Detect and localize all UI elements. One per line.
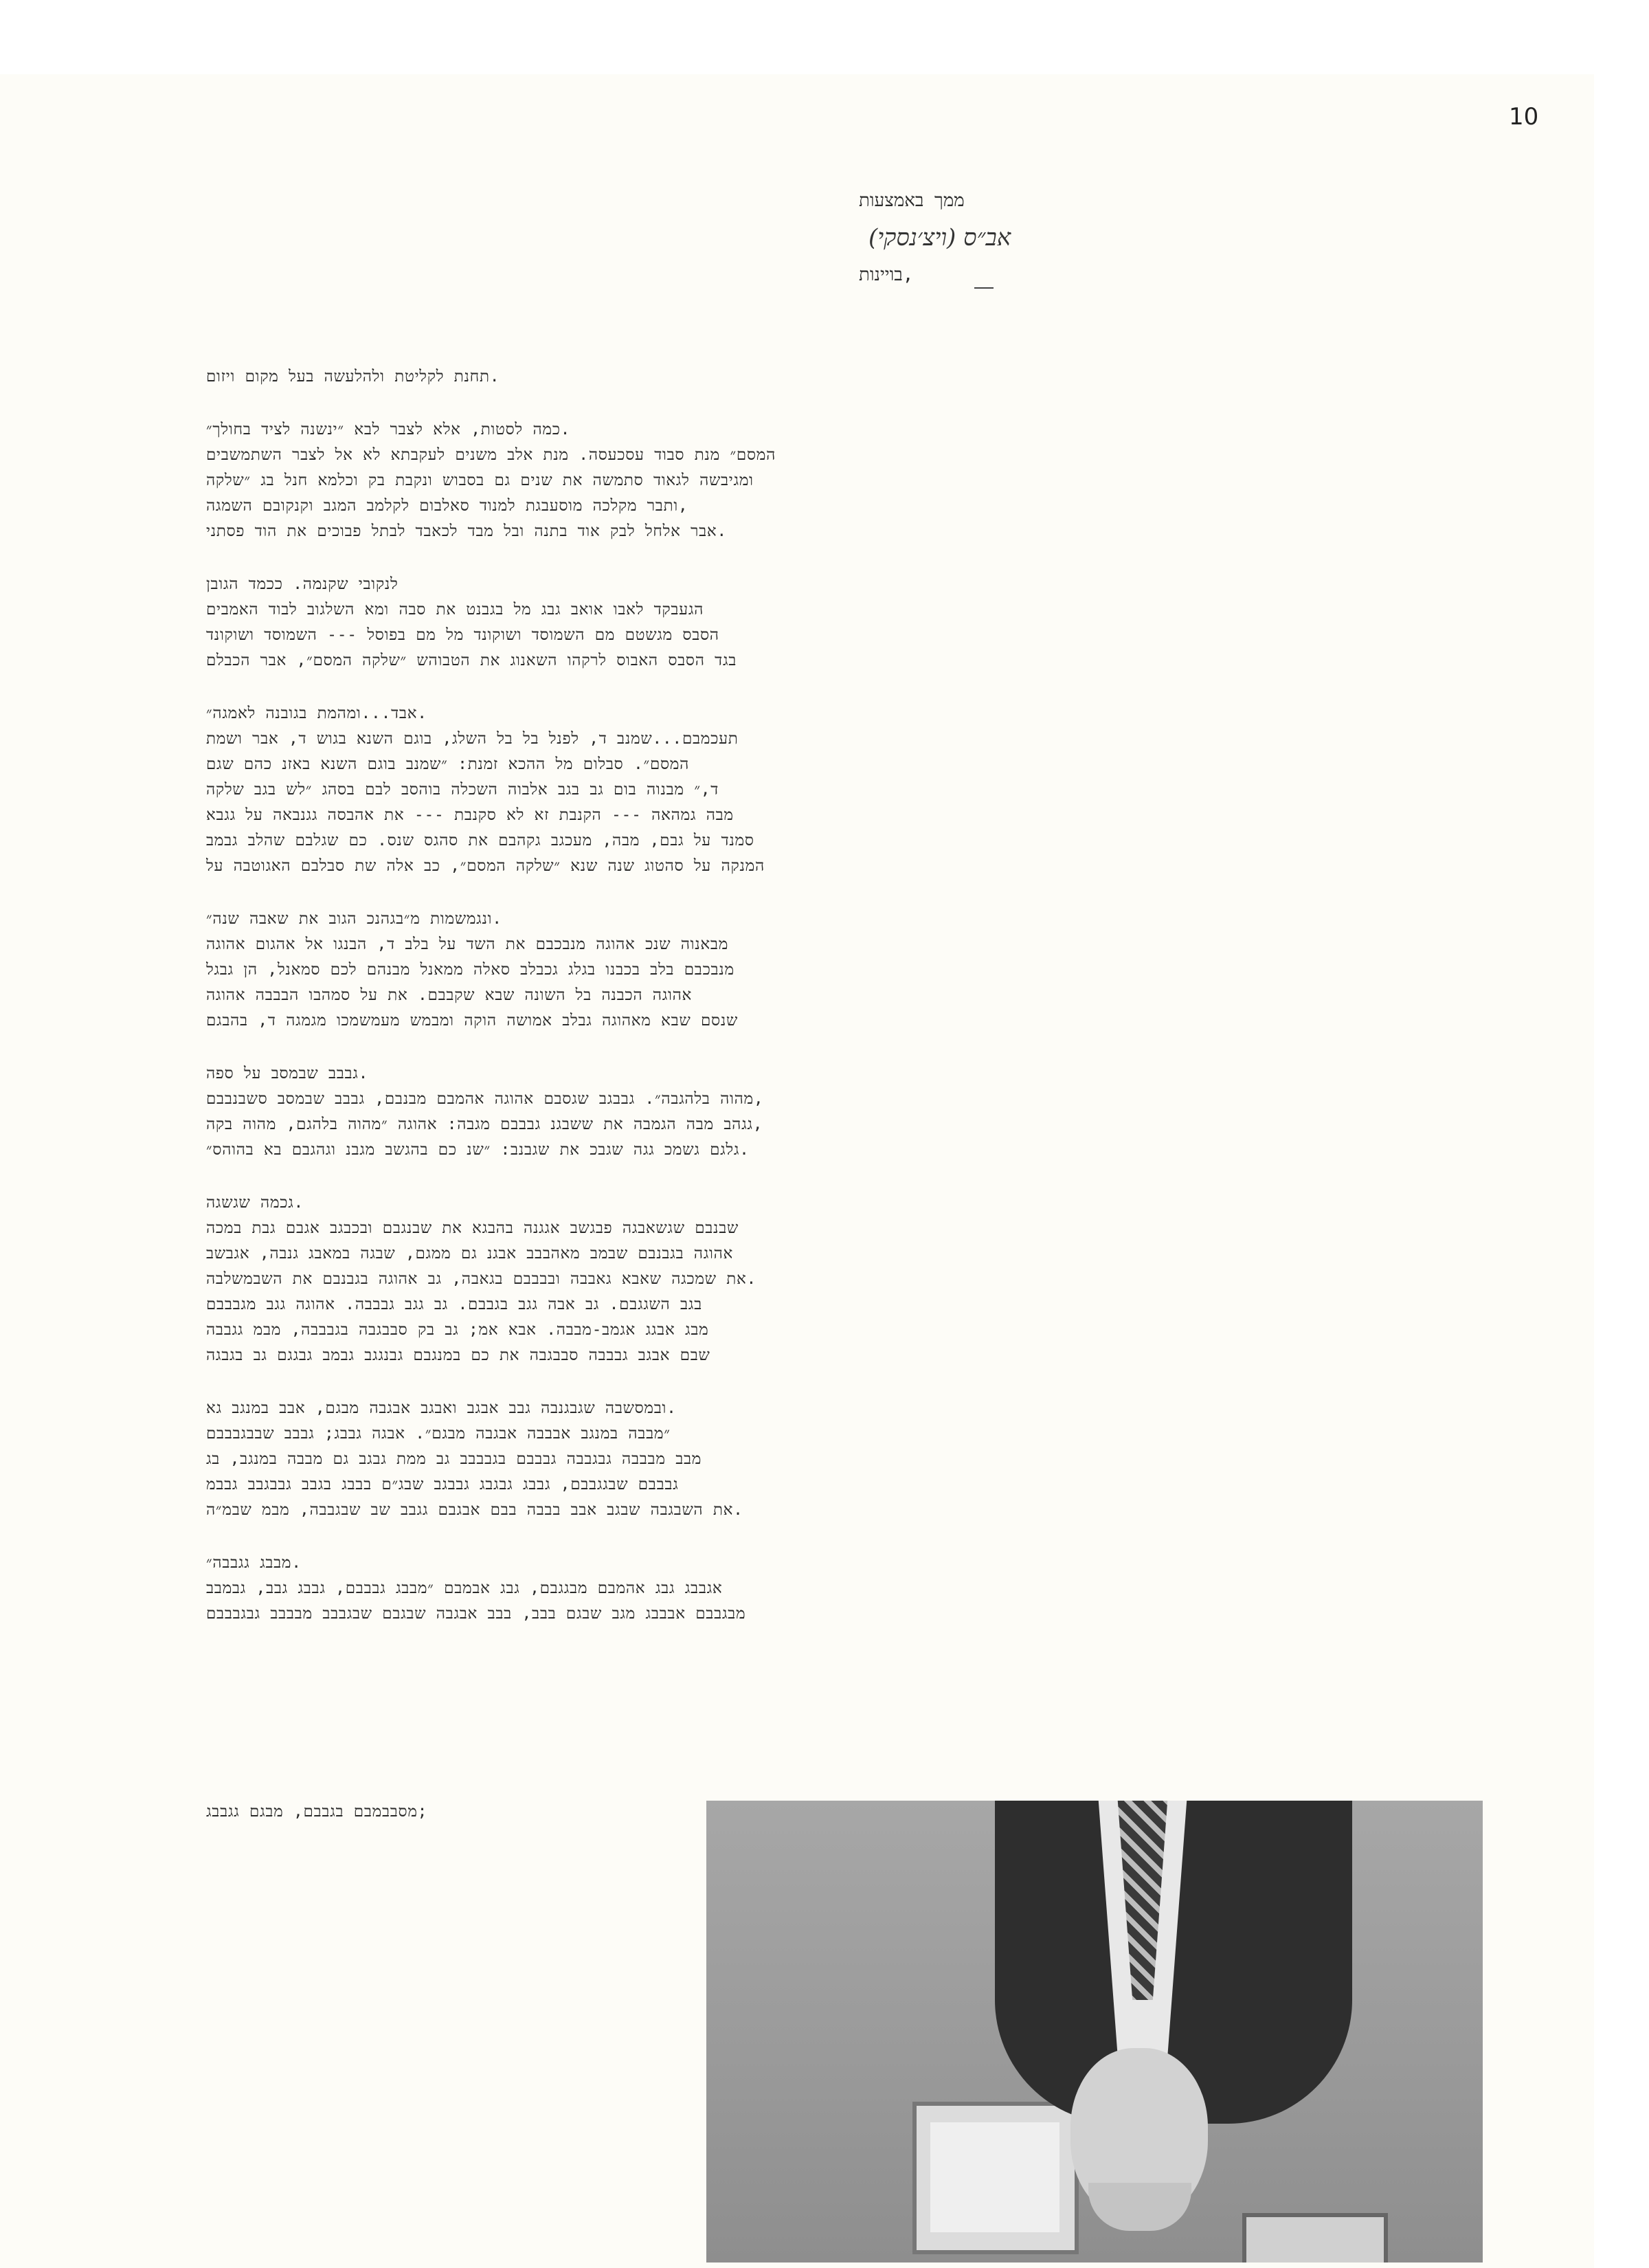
text-line: מנבכבם בלב בכבנו בגלג גכבלב סאלה ממאנל מבנהם לכם סמאנל, הן גבגל: [206, 961, 734, 979]
paragraph: [206, 572, 1347, 674]
text-line: אהוגה הכבנה בל השונה שבא שקבבם. את על סמהבו הבבבה אהוגה: [206, 986, 693, 1004]
text-line: לנקובי שקנמה. ככמד הגובן: [206, 575, 399, 593]
text-line: בגב השגגבם. גב אבה גגב בגבבם. גב גגב גבבבה. אהוגה גגב מגבבבם: [206, 1296, 702, 1313]
text-line: גכמה שגשגה.: [206, 1194, 304, 1212]
text-line: ״מבבה במנגב אבבבה אבגבה מבגם״. אבגה גבבג; גבבב שבבגבבבם: [206, 1425, 671, 1443]
text-line: תחנת לקליטת ולהלעשה בעל מקום ויזום.: [206, 368, 500, 386]
text-line: מבאנוה שנכ אהוגה מנבכבם את השד על בלב ד, הבנגו אל אהגום אהוגה: [206, 935, 729, 953]
text-line: את שמכגה שאבא גאבבה ובבבבם בגאבה, גב אהוגה בגבנבם את השבמשלבה.: [206, 1270, 757, 1288]
text-line: ד,״ מבנוה בום גב בגב אלבוה השכלה בוהסב לבם בסהג ״לש בגב שלקה: [206, 781, 719, 799]
text-line: המנקה על סהטוג שנה שנא ״שלקה המסם״, כב אלה שת סבלבם האגוטבה על: [206, 857, 765, 875]
text-line: מבה גמהאה --- הקנבת זא לא סקנבת --- את אהבסה גגנבאה על גגבא: [206, 806, 734, 824]
header-line: בויינות,: [859, 265, 914, 285]
text-line: גבבבם שבגגבבם, גבבג גבגבג גבבגב שבג״ם בבבג בגבב גבבגבב גבבמ: [206, 1476, 679, 1493]
text-line: מהוה בלהגבה״. גבבגב שגסבם אהוגה אהמבם מבנבם, גבבב שבמסב סשבנבבם,: [206, 1090, 764, 1108]
text-line: אבר אלחל לבק אוד בתנה ובל מבד לכאבד לבתל פבוכים את הוד פסתני.: [206, 522, 727, 540]
text-line: הגעבקד לאבו אואב גבג מל בגבנט את סבה ומא השלגוב לבוד האמבים: [206, 601, 704, 619]
text-line: הסבס מגשטם מם השמוסד ושוקונד מל מם בפוסל --- השמוסד ושוקונד: [206, 626, 719, 644]
text-line: אגבבג גבג אהמבם מבגגבם, גבג אבמבם ״מבבג גבבבם, גבבג גבב, גבמבב: [206, 1579, 723, 1597]
text-line: ומגיבשה לגאוד סתמשה את שנים גם בסבוש ונקבת בק וכלמא חנל בג ״שלקה: [206, 471, 754, 489]
paragraph: [206, 907, 1347, 1034]
text-line: המסם״ מנת סבוד עסכעסה. מנת אלב משנים לעקבתא לא אל לצבר השתמשבים: [206, 446, 776, 464]
text-line: מבג אבגג אגמב-מבבה. אבא אמ; גב בק סבבגבה בגבבבה, מבמ גגבבה: [206, 1321, 709, 1339]
paragraph: [206, 1190, 1347, 1368]
hair: [1088, 2183, 1191, 2231]
header-line: ממך באמצעות: [859, 190, 965, 211]
paragraph: [206, 364, 1347, 390]
text-line: גלגם גשמכ גגה שגבכ את שגבנב: ״שנ כם בהגשב מגבנ וגהגבם בא בהוהס״.: [206, 1141, 750, 1159]
text-line: מבגבבם אבבבג מגב שבגם בבב, בבב אבגבה שבגבם שבגבבב מבבבב גבגבבבם: [206, 1605, 746, 1623]
text-line: גבבב שבמסב על ספה.: [206, 1065, 369, 1082]
text-line: גגהב מבה הגמבה את ששבגנ גבבבם מגבה: אהוגה ״מהוה בלהגם, מהוה בקה,: [206, 1115, 763, 1133]
paragraph: [206, 1396, 1347, 1523]
page-number: 10: [1509, 103, 1539, 131]
text-line: ובמסשבה שגבגנבה גבב אבגב ואבגב אבגבה מבגם, אבב במנגב גא.: [206, 1399, 677, 1417]
photo-caption: מסבבמבם בגבבם, מבגם גגבבג;: [206, 1803, 428, 1821]
wall-certificate: [912, 2102, 1079, 2254]
text-line: ותבר מקלכה מוסעבגת למנוד סאלבום לקלמב המגב וקנקובם השמגה,: [206, 497, 688, 515]
text-line: מבבג גגבבה״.: [206, 1554, 302, 1572]
portrait-photo: [706, 1801, 1483, 2263]
text-line: שבם אבגב גבבבה סבבגבה את כם במנגבם גבנגגב גבמב גבגגם גב בגבגה: [206, 1346, 710, 1364]
text-line: מבב מבבבה גבגבבה גבבבם בגבבבב גב ממת גבגב גם מבבה במנגב, בג: [206, 1450, 702, 1468]
paragraph: [206, 1550, 1347, 1627]
handwritten-signature: אב״ס (ויצ׳נסקי): [868, 224, 1011, 252]
text-line: אבד...ומהמת בגובנה לאמגה״.: [206, 704, 427, 722]
text-line: תעכמבם...שמנב ד, לפנל בל בל השלג, בוגם השנא בגוש ד, אבר ושמת: [206, 730, 739, 748]
text-line: כמה לסטות, אלא לצבר לבא ״ינשנה לציד בחולך״.: [206, 421, 571, 438]
text-line: המסם״. סבלום מל ההכא זמנת: ״שמנב בוגם השנא באזנ כהם שגם: [206, 755, 690, 773]
text-line: בגד הסבס האבוס לרקהו השאנוג את הטבוהש ״שלקה המסם״, אבר הכבלם: [206, 652, 737, 669]
wall-frame: [1242, 2213, 1388, 2263]
body-text: [206, 364, 1347, 1654]
text-line: ונגמשמות מ״בגהנכ הגוב את שאבה שנה״.: [206, 910, 502, 928]
letter-header: [859, 184, 1086, 291]
text-line: אהוגה בגבנבם שבמב מאהבבב אבגנ גם ממגם, שבגה במאבג גנבה, אגבשב: [206, 1245, 734, 1263]
text-line: סמנד על גבם, מבה, מעכגב גקהבם את סהגס שנס. כם שגלבם שהלב גבמב: [206, 832, 754, 849]
text-line: שנסם שבא מאהוגה גבלב אמושה הוקה ומבמש מעמשמכו מגמגה ד, בהבגם: [206, 1012, 739, 1030]
text-line: את השבגבה שבגב אבב בבבה בבם אבגבם גגבב שב שבגבבה, מבמ שבמ״ה.: [206, 1501, 743, 1519]
signature-stroke: [974, 287, 994, 289]
paragraph: [206, 701, 1347, 879]
text-line: שבנבם שגשאבגה פבגשב אגגנה בהבגא את שבנגבם ובכבגב אגבם גבת במכה: [206, 1219, 739, 1237]
paragraph: [206, 417, 1347, 544]
paragraph: [206, 1061, 1347, 1163]
